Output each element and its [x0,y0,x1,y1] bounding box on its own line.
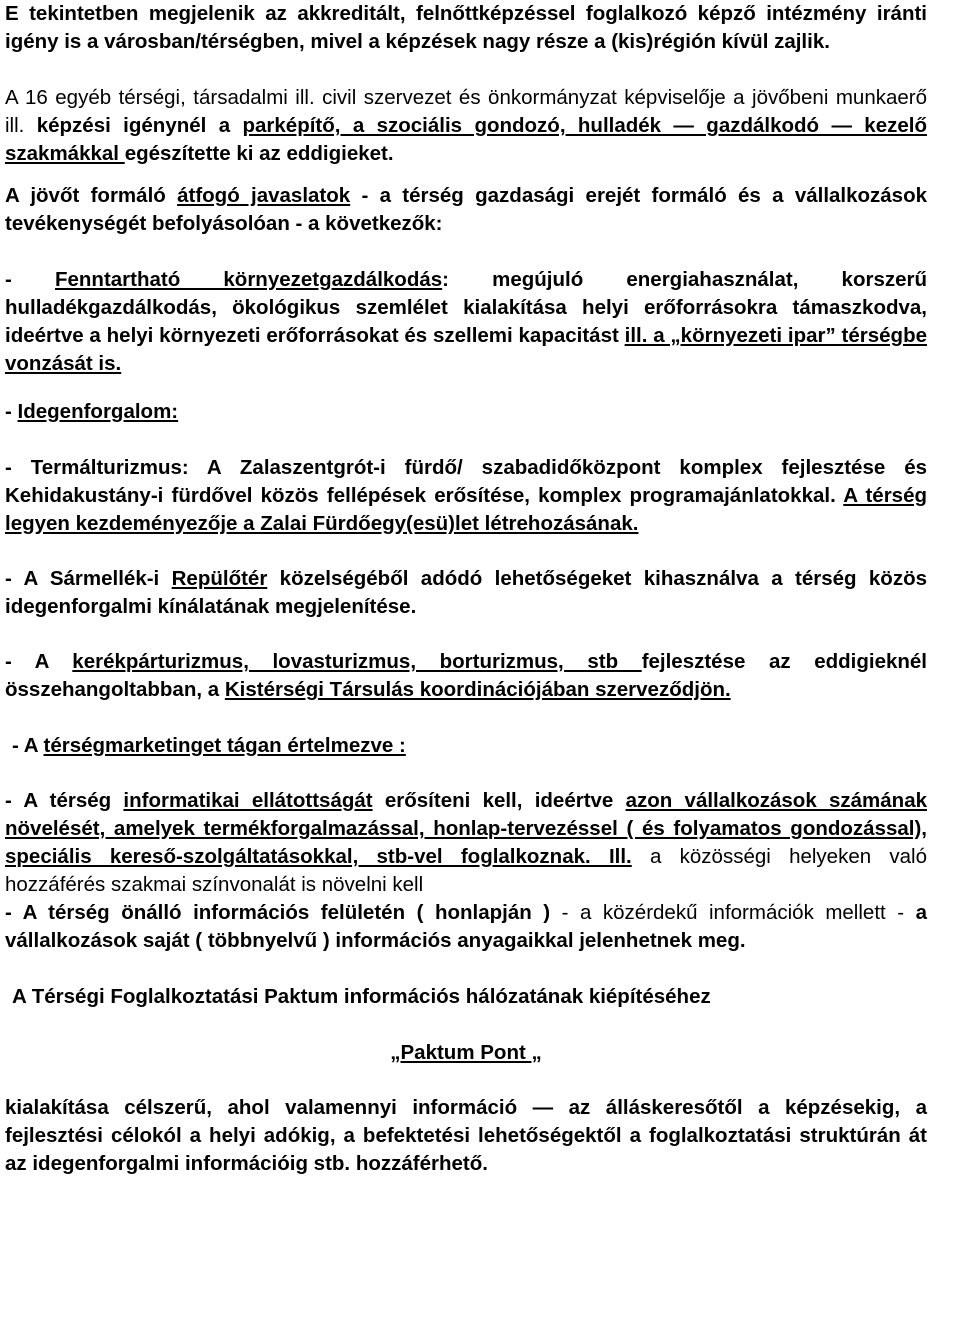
tourism-heading: Idegenforgalom: [17,400,179,423]
civil-bold-text: képzési igénynél a [36,114,243,137]
civil-bold-end: egészítette ki az eddigieket. [124,142,394,165]
cycling-underlined: kerékpárturizmus, lovasturizmus, borturizmus, stb [72,650,642,673]
paragraph-future-proposals [5,182,927,238]
cycling-mid: fejlesztése az eddigieknél összehangoltabban, a [5,650,927,701]
pact-text: A Térségi Foglalkoztatási Paktum információs hálózatának kiépítéséhez [12,985,711,1008]
thermal-text: - Termálturizmus: A Zalaszentgrót-i fürdő/ szabadidőközpont komplex fejlesztése és Kehidakustány-i fürdővel közös fellépések erősítése, komplex programajánlatokkal. [5,456,927,507]
environment-underlined-end: ill. a „környezeti ipar” térségbe vonzását is. [5,324,927,375]
underline-stub [5,168,927,182]
heading-marketing [5,732,927,760]
cycling-pre: - A [5,650,73,673]
paragraph-thermal-tourism [5,454,927,538]
airport-underlined: Repülőtér [171,567,268,590]
thermal-underlined: A térség legyen kezdeményezője a Zalai Fürdőegy(esü)let létrehozásának. [5,484,927,535]
website-bold-end: a vállalkozások saját ( többnyelvű ) információs anyagaikkal jelenhetnek meg. [5,901,927,952]
environment-dash: - [5,268,55,291]
civil-professions-underlined: parképítő, a szociális gondozó, hulladék — gazdálkodó — kezelő szakmákkal [5,114,927,165]
marketing-heading: térségmarketinget tágan értelmezve : [43,734,406,757]
paragraph-environment [5,266,927,378]
proposals-post: - a térség gazdasági erejét formáló és a vállalkozások tevékenységét befolyásolóan - a következők: [5,184,928,235]
underline-stub [5,384,927,398]
environment-heading: Fenntartható környezetgazdálkodás [54,268,443,291]
pact-point-title: Paktum Pont [400,1041,532,1064]
heading-tourism [5,398,927,426]
airport-post: közelségéből adódó lehetőségeket kihasználva a térség közös idegenforgalmi kínálatának megjelenítése. [5,567,927,618]
heading-pact-point [5,1039,927,1067]
it-mid: erősíteni kell, ideértve [372,789,626,812]
paragraph-website [5,899,927,955]
proposals-pre: A jövőt formáló [5,184,178,207]
website-bold: - A térség önálló információs felületén ( honlapján ) [5,901,551,924]
cycling-underlined-end: Kistérségi Társulás koordinációjában szerveződjön. [224,678,731,701]
pact-point-open-quote: „ [390,1041,401,1064]
airport-pre: - A Sármellék-i [5,567,172,590]
paragraph-pact [5,983,927,1011]
it-underlined-long: azon vállalkozások számának növelését, amelyek termékforgalmazással, honlap-tervezéssel ( és folyamatos gondozással), speciális kereső-szolgáltatásokkal, stb-vel foglalkoznak. Ill. [5,789,927,868]
environment-body: : megújuló energiahasználat, korszerű hulladékgazdálkodás, ökológikus szemlélet kialakítása helyi erőforrásokra támaszkodva, ideértve a helyi környezeti erőforrásokat és szellemi kapacitást [5,268,928,347]
paragraph-cycling [5,648,927,704]
website-normal: - a közérdekű információk mellett - [550,901,916,924]
paragraph-it [5,787,927,899]
paragraph-pact-point-body: kialakítása célszerű, ahol valamennyi információ — az álláskeresőtől a képzésekig, a fejlesztési célokól a helyi adókig, a befektetési lehetőségektől a foglalkoztatási struktúrán át az idegenforgalmi információig stb. hozzáférhető. [5,1096,927,1175]
pact-point-close-quote: „ [531,1041,542,1064]
it-underlined: informatikai ellátottságát [123,789,373,812]
paragraph-training-demand: E tekintetben megjelenik az akkreditált, felnőttképzéssel foglalkozó képző intézmény iránti igény is a városban/térségben, mivel a képzések nagy része a (kis)régión kívül zajlik. [5,2,927,53]
it-normal-end: a közösségi helyeken való hozzáférés szakmai színvonalát is növelni kell [5,845,927,896]
paragraph-civil-organisations [5,84,927,168]
document-page [5,0,927,1178]
tourism-dash: - [5,400,18,423]
it-pre: - A térség [5,789,124,812]
marketing-dash: - A [12,734,44,757]
proposals-underlined: átfogó javaslatok [177,184,351,207]
civil-intro-text: A 16 egyéb térségi, társadalmi ill. civil szervezet és önkormányzat képviselője a jövőbeni munkaerő ill. [5,86,927,137]
paragraph-airport [5,565,927,621]
